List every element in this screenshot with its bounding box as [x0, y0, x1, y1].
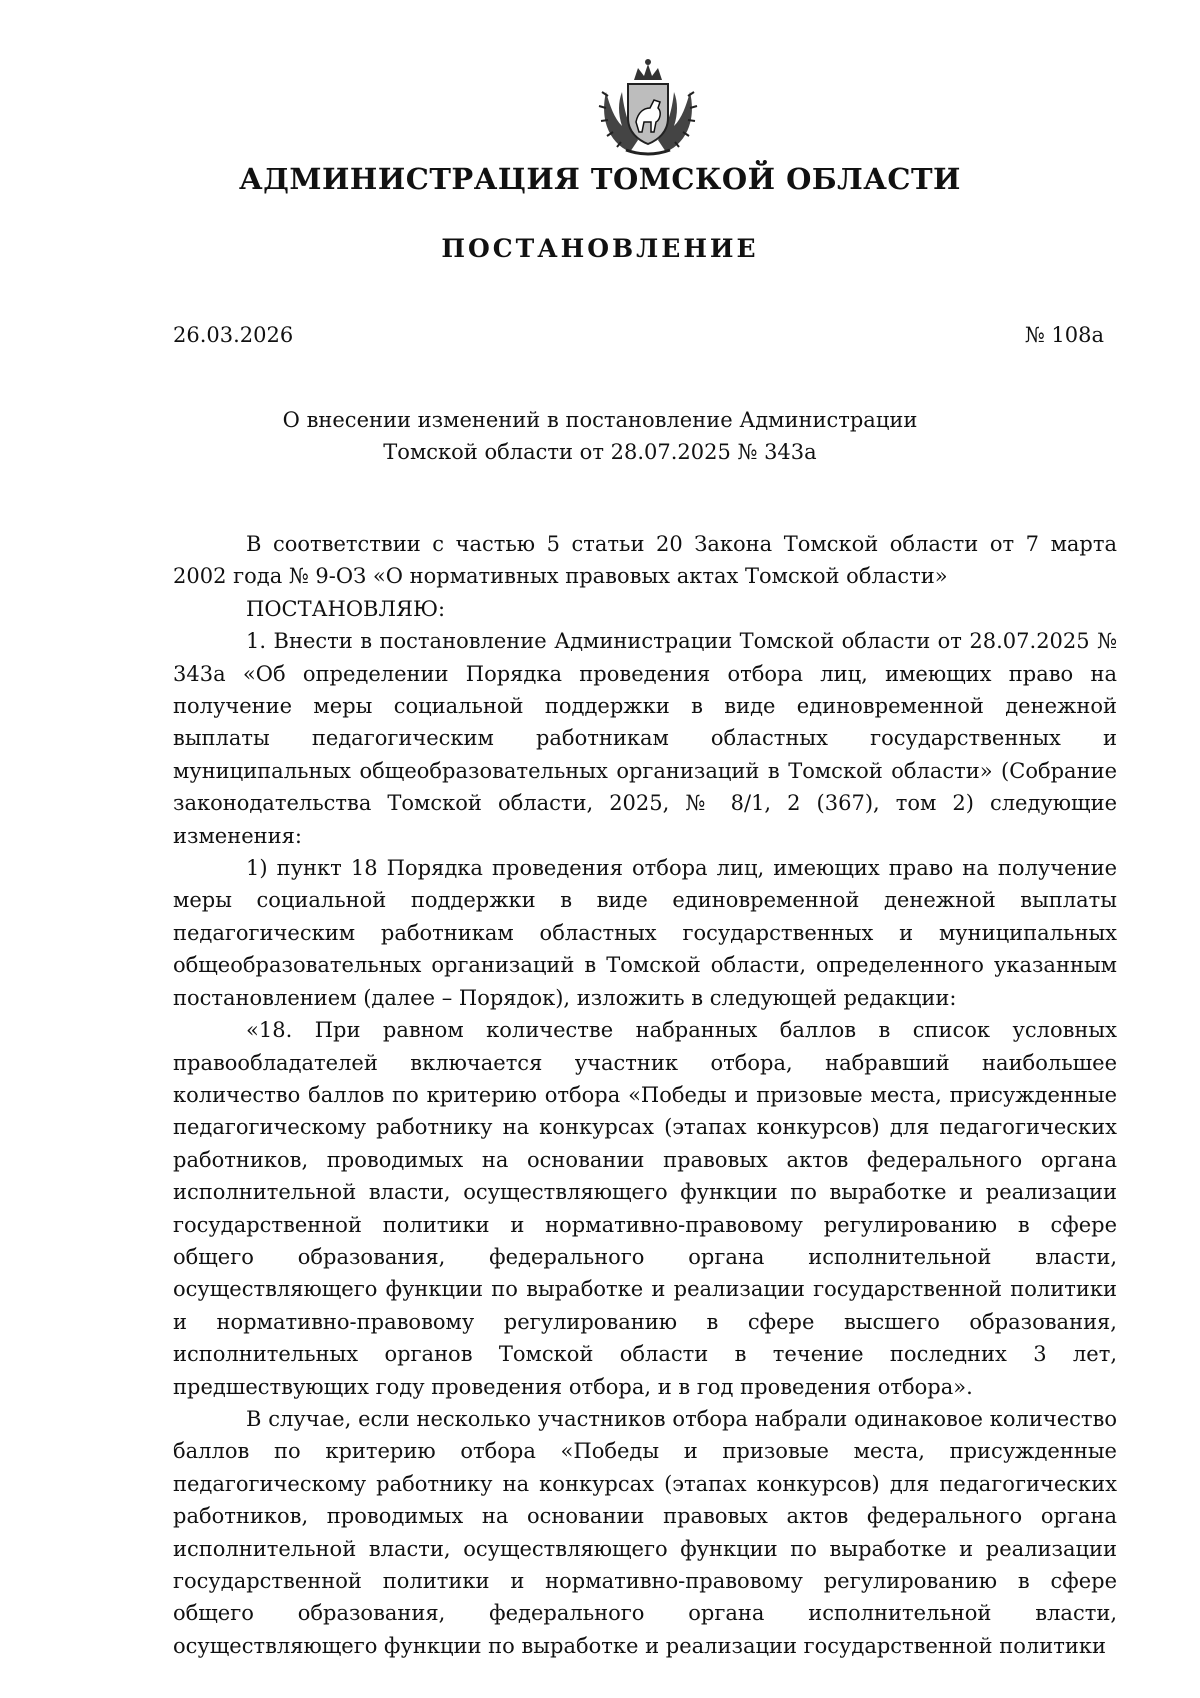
- tomsk-coat-of-arms-icon: [588, 56, 708, 160]
- document-subject: [0, 404, 1200, 468]
- case-paragraph: В случае, если несколько участников отбора набрали одинаковое количество баллов по критерию отбора «Победы и призовые места, присужденные педагогическому работнику на конкурсах (этапах конкурсов) для педагогических работников, проводимых на основании правовых актов федерального органа исполнительной власти, осуществляющего функции по выработке и реализации государственной политики и нормативно-правовому регулированию в сфере общего образования, федерального органа исполнительной власти, осуществляющего функции по выработке и реализации государственной политики: [173, 1406, 1117, 1658]
- subject-line-1: О внесении изменений в постановление Администрации: [282, 408, 918, 432]
- item-1-paragraph: 1. Внести в постановление Администрации Томской области от 28.07.2025 № 343а «Об определении Порядка проведения отбора лиц, имеющих право на получение меры социальной поддержки в виде единовременной денежной выплаты педагогическим работникам областных государственных и муниципальных общеобразовательных организаций в Томской области» (Собрание законодательства Томской области, 2025, № 8/1, 2 (367), том 2) следующие изменения:: [173, 629, 1117, 848]
- quoted-clause-18: «18. При равном количестве набранных баллов в список условных правообладателей включается участник отбора, набравший наибольшее количество баллов по критерию отбора «Победы и призовые места, присужденные педагогическому работнику на конкурсах (этапах конкурсов) для педагогических работников, проводимых на основании правовых актов федерального органа исполнительной власти, осуществляющего функции по выработке и реализации государственной политики и нормативно-правовому регулированию в сфере общего образования, федерального органа исполнительной власти, осуществляющего функции по выработке и реализации государственной политики и нормативно-правовому регулированию в сфере высшего образования, исполнительных органов Томской области в течение последних 3 лет, предшествующих году проведения отбора, и в год проведения отбора».: [173, 1018, 1117, 1399]
- organization-title: АДМИНИСТРАЦИЯ ТОМСКОЙ ОБЛАСТИ: [239, 162, 961, 196]
- subject-line-2: Томской области от 28.07.2025 № 343а: [383, 440, 817, 464]
- resolve-heading: ПОСТАНОВЛЯЮ:: [246, 596, 446, 621]
- preamble-paragraph: В соответствии с частью 5 статьи 20 Закона Томской области от 7 марта 2002 года № 9-ОЗ «О нормативных правовых актах Томской области»: [173, 532, 1117, 589]
- document-type: ПОСТАНОВЛЕНИЕ: [441, 234, 759, 263]
- document-date: 26.03.2026: [173, 323, 294, 347]
- subitem-1-paragraph: 1) пункт 18 Порядка проведения отбора лиц, имеющих право на получение меры социальной поддержки в виде единовременной денежной выплаты педагогическим работникам областных государственных и муниципальных общеобразовательных организаций в Томской области, определенного указанным постановлением (далее – Порядок), изложить в следующей редакции:: [173, 856, 1117, 1010]
- document-body: [173, 528, 1117, 1662]
- document-number: № 108а: [1024, 323, 1104, 347]
